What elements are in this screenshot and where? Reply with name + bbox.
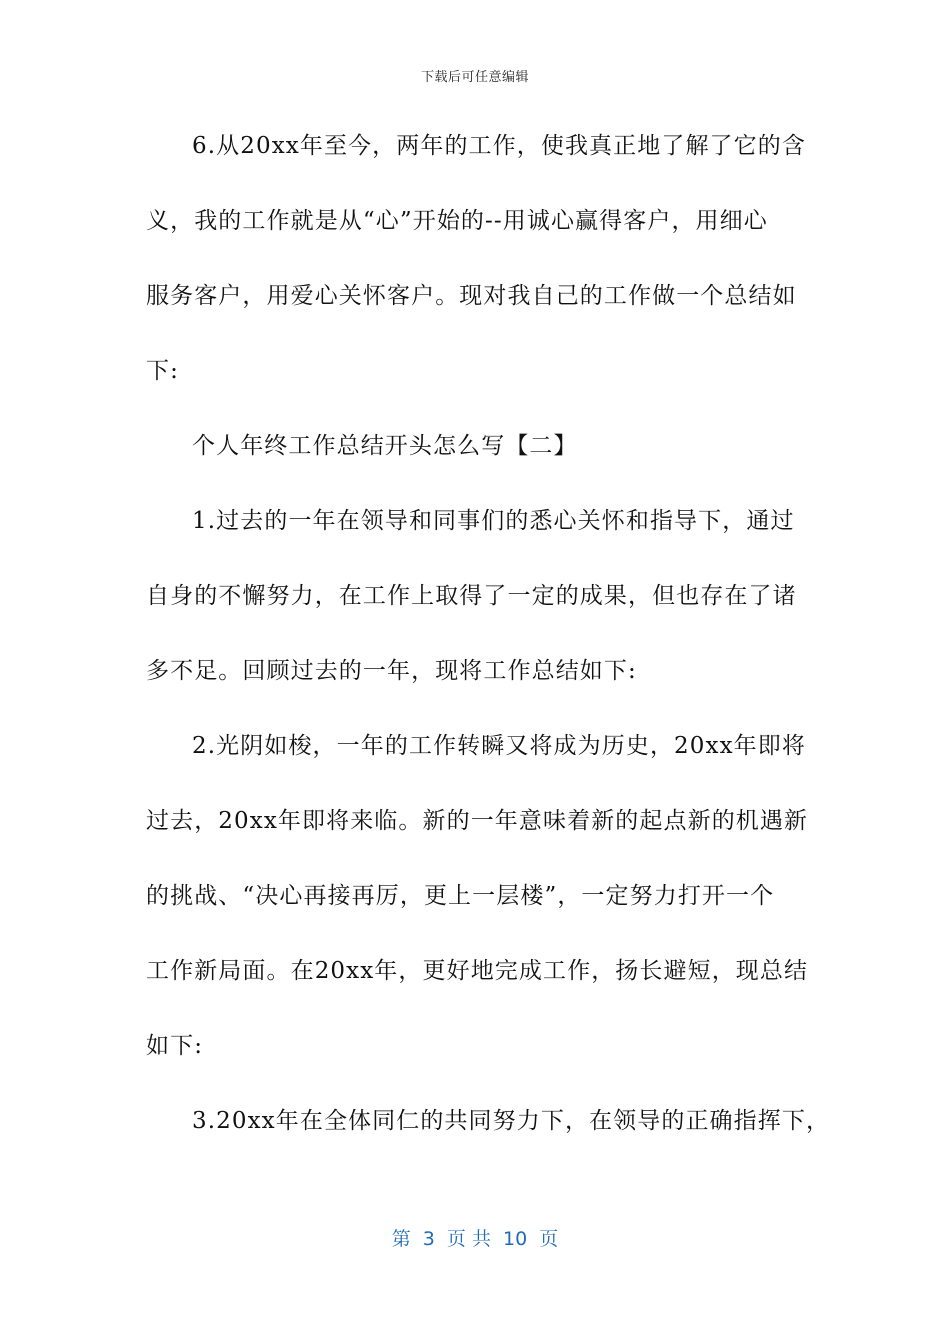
- header-note: 下载后可任意编辑: [420, 70, 529, 85]
- paragraph-line: 多不足。回顾过去的一年，现将工作总结如下:: [146, 658, 637, 684]
- paragraph-line: 工作新局面。在20xx年，更好地完成工作，扬长避短，现总结: [146, 958, 809, 984]
- paragraph-line: 3.20xx年在全体同仁的共同努力下，在领导的正确指挥下，: [192, 1108, 831, 1134]
- paragraph-line: 如下:: [146, 1033, 204, 1059]
- paragraph-line: 6.从20xx年至今，两年的工作，使我真正地了解了它的含: [192, 133, 806, 159]
- paragraph-line: 过去，20xx年即将来临。新的一年意味着新的起点新的机遇新: [146, 808, 809, 834]
- document-body: [146, 122, 831, 1172]
- paragraph-line: 自身的不懈努力，在工作上取得了一定的成果，但也存在了诸: [146, 583, 797, 609]
- paragraph-line: 义，我的工作就是从“心”开始的--用诚心赢得客户，用细心: [146, 208, 768, 234]
- paragraph-line: 服务客户，用爱心关怀客户。现对我自己的工作做一个总结如: [146, 283, 797, 309]
- paragraph-line: 2.光阴如梭，一年的工作转瞬又将成为历史，20xx年即将: [192, 733, 806, 759]
- page-number-footer: 第 3 页 共 10 页: [391, 1228, 559, 1250]
- paragraph-line: 的挑战、“决心再接再厉，更上一层楼”，一定努力打开一个: [146, 883, 775, 909]
- paragraph-line: 下:: [146, 358, 179, 384]
- section-heading: 个人年终工作总结开头怎么写【二】: [192, 433, 578, 459]
- paragraph-line: 1.过去的一年在领导和同事们的悉心关怀和指导下，通过: [192, 508, 795, 534]
